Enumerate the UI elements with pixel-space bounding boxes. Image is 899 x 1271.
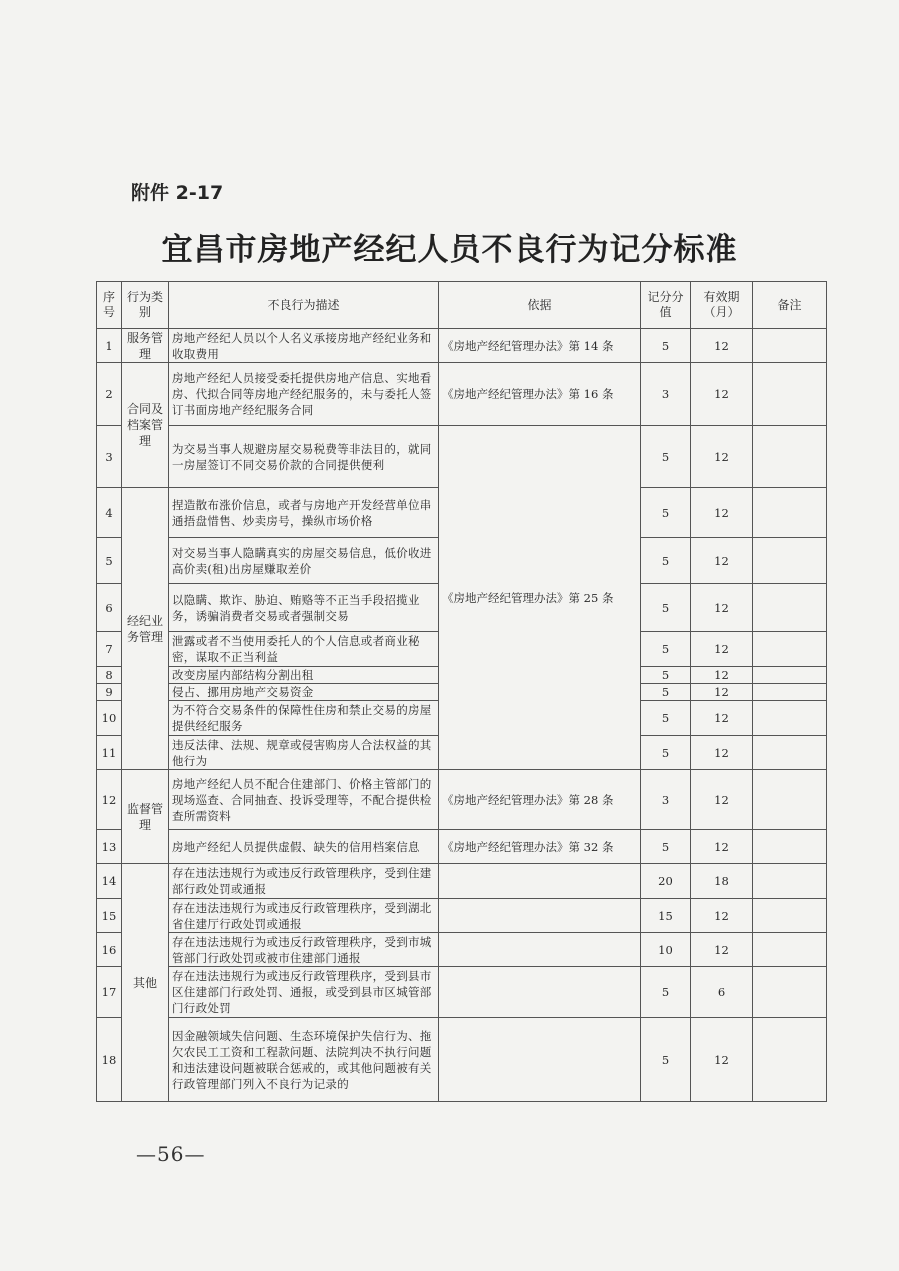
remarks-cell [753, 736, 827, 770]
row-number: 11 [97, 736, 122, 770]
header-remarks: 备注 [753, 282, 827, 329]
header-seq: 序号 [97, 282, 122, 329]
points-cell: 5 [641, 632, 691, 667]
row-number: 14 [97, 864, 122, 899]
basis-cell [439, 933, 641, 967]
behavior-description: 房地产经纪人员提供虚假、缺失的信用档案信息 [169, 830, 439, 864]
behavior-description: 存在违法违规行为或违反行政管理秩序，受到湖北省住建厅行政处罚或通报 [169, 899, 439, 933]
behavior-description: 存在违法违规行为或违反行政管理秩序，受到住建部行政处罚或通报 [169, 864, 439, 899]
table-row [97, 770, 827, 830]
points-cell: 3 [641, 770, 691, 830]
row-number: 4 [97, 488, 122, 538]
points-cell: 5 [641, 538, 691, 584]
basis-cell: 《房地产经纪管理办法》第 14 条 [439, 329, 641, 363]
behavior-description: 为不符合交易条件的保障性住房和禁止交易的房屋提供经纪服务 [169, 701, 439, 736]
behavior-description: 存在违法违规行为或违反行政管理秩序，受到县市区住建部门行政处罚、通报，或受到县市区城管部门行政处罚 [169, 967, 439, 1018]
row-number: 5 [97, 538, 122, 584]
validity-cell: 12 [691, 584, 753, 632]
validity-cell: 12 [691, 667, 753, 684]
table-row [97, 864, 827, 899]
validity-cell: 12 [691, 899, 753, 933]
validity-cell: 12 [691, 933, 753, 967]
validity-cell: 12 [691, 538, 753, 584]
validity-cell: 18 [691, 864, 753, 899]
remarks-cell [753, 667, 827, 684]
behavior-description: 捏造散布涨价信息，或者与房地产开发经营单位串通捂盘惜售、炒卖房号，操纵市场价格 [169, 488, 439, 538]
header-category: 行为类别 [122, 282, 169, 329]
remarks-cell [753, 684, 827, 701]
validity-cell: 12 [691, 770, 753, 830]
basis-cell: 《房地产经纪管理办法》第 32 条 [439, 830, 641, 864]
table-row [97, 426, 827, 488]
points-cell: 5 [641, 684, 691, 701]
points-cell: 20 [641, 864, 691, 899]
remarks-cell [753, 770, 827, 830]
table-row [97, 933, 827, 967]
category-cell: 经纪业务管理 [122, 488, 169, 770]
table-row [97, 363, 827, 426]
behavior-description: 侵占、挪用房地产交易资金 [169, 684, 439, 701]
row-number: 16 [97, 933, 122, 967]
remarks-cell [753, 933, 827, 967]
behavior-description: 存在违法违规行为或违反行政管理秩序，受到市城管部门行政处罚或被市住建部门通报 [169, 933, 439, 967]
basis-cell [439, 967, 641, 1018]
header-basis: 依据 [439, 282, 641, 329]
table-header-row [97, 282, 827, 329]
behavior-description: 以隐瞒、欺诈、胁迫、贿赂等不正当手段招揽业务，诱骗消费者交易或者强制交易 [169, 584, 439, 632]
category-cell: 服务管理 [122, 329, 169, 363]
points-cell: 5 [641, 488, 691, 538]
remarks-cell [753, 701, 827, 736]
validity-cell: 12 [691, 736, 753, 770]
row-number: 3 [97, 426, 122, 488]
validity-cell: 6 [691, 967, 753, 1018]
remarks-cell [753, 1018, 827, 1102]
validity-cell: 12 [691, 684, 753, 701]
table-row [97, 329, 827, 363]
behavior-description: 为交易当事人规避房屋交易税费等非法目的，就同一房屋签订不同交易价款的合同提供便利 [169, 426, 439, 488]
header-points: 记分分值 [641, 282, 691, 329]
remarks-cell [753, 363, 827, 426]
header-description: 不良行为描述 [169, 282, 439, 329]
behavior-description: 违反法律、法规、规章或侵害购房人合法权益的其他行为 [169, 736, 439, 770]
points-cell: 5 [641, 1018, 691, 1102]
basis-cell: 《房地产经纪管理办法》第 28 条 [439, 770, 641, 830]
basis-cell [439, 864, 641, 899]
validity-cell: 12 [691, 632, 753, 667]
row-number: 12 [97, 770, 122, 830]
behavior-description: 房地产经纪人员以个人名义承接房地产经纪业务和收取费用 [169, 329, 439, 363]
row-number: 15 [97, 899, 122, 933]
row-number: 2 [97, 363, 122, 426]
points-cell: 5 [641, 830, 691, 864]
behavior-description: 房地产经纪人员不配合住建部门、价格主管部门的现场巡查、合同抽查、投诉受理等，不配合提供检查所需资料 [169, 770, 439, 830]
table-row [97, 899, 827, 933]
table-row [97, 1018, 827, 1102]
row-number: 1 [97, 329, 122, 363]
table-row [97, 830, 827, 864]
row-number: 7 [97, 632, 122, 667]
row-number: 8 [97, 667, 122, 684]
annex-label: 附件 2-17 [131, 182, 224, 204]
row-number: 13 [97, 830, 122, 864]
behavior-description: 房地产经纪人员接受委托提供房地产信息、实地看房、代拟合同等房地产经纪服务的，未与委托人签订书面房地产经纪服务合同 [169, 363, 439, 426]
points-cell: 5 [641, 584, 691, 632]
points-cell: 5 [641, 967, 691, 1018]
remarks-cell [753, 488, 827, 538]
points-cell: 10 [641, 933, 691, 967]
table-row [97, 967, 827, 1018]
category-cell: 合同及档案管理 [122, 363, 169, 488]
document-title: 宜昌市房地产经纪人员不良行为记分标准 [161, 232, 738, 268]
page-number: —56— [136, 1142, 206, 1166]
remarks-cell [753, 584, 827, 632]
points-cell: 5 [641, 736, 691, 770]
remarks-cell [753, 632, 827, 667]
validity-cell: 12 [691, 488, 753, 538]
header-validity: 有效期（月） [691, 282, 753, 329]
scoring-standard-table [96, 281, 827, 1102]
basis-cell: 《房地产经纪管理办法》第 16 条 [439, 363, 641, 426]
validity-cell: 12 [691, 329, 753, 363]
basis-cell [439, 899, 641, 933]
remarks-cell [753, 899, 827, 933]
behavior-description: 改变房屋内部结构分割出租 [169, 667, 439, 684]
row-number: 9 [97, 684, 122, 701]
behavior-description: 泄露或者不当使用委托人的个人信息或者商业秘密，谋取不正当利益 [169, 632, 439, 667]
validity-cell: 12 [691, 1018, 753, 1102]
points-cell: 5 [641, 667, 691, 684]
remarks-cell [753, 864, 827, 899]
category-cell: 其他 [122, 864, 169, 1102]
points-cell: 5 [641, 426, 691, 488]
remarks-cell [753, 329, 827, 363]
validity-cell: 12 [691, 701, 753, 736]
remarks-cell [753, 538, 827, 584]
category-cell: 监督管理 [122, 770, 169, 864]
validity-cell: 12 [691, 426, 753, 488]
behavior-description: 对交易当事人隐瞒真实的房屋交易信息，低价收进高价卖(租)出房屋赚取差价 [169, 538, 439, 584]
points-cell: 5 [641, 329, 691, 363]
row-number: 18 [97, 1018, 122, 1102]
points-cell: 3 [641, 363, 691, 426]
row-number: 6 [97, 584, 122, 632]
remarks-cell [753, 830, 827, 864]
validity-cell: 12 [691, 363, 753, 426]
points-cell: 15 [641, 899, 691, 933]
basis-cell [439, 1018, 641, 1102]
points-cell: 5 [641, 701, 691, 736]
remarks-cell [753, 426, 827, 488]
validity-cell: 12 [691, 830, 753, 864]
row-number: 10 [97, 701, 122, 736]
row-number: 17 [97, 967, 122, 1018]
remarks-cell [753, 967, 827, 1018]
basis-cell: 《房地产经纪管理办法》第 25 条 [439, 426, 641, 770]
behavior-description: 因金融领域失信问题、生态环境保护失信行为、拖欠农民工工资和工程款问题、法院判决不执行问题和违法建设问题被联合惩戒的，或其他问题被有关行政管理部门列入不良行为记录的 [169, 1018, 439, 1102]
